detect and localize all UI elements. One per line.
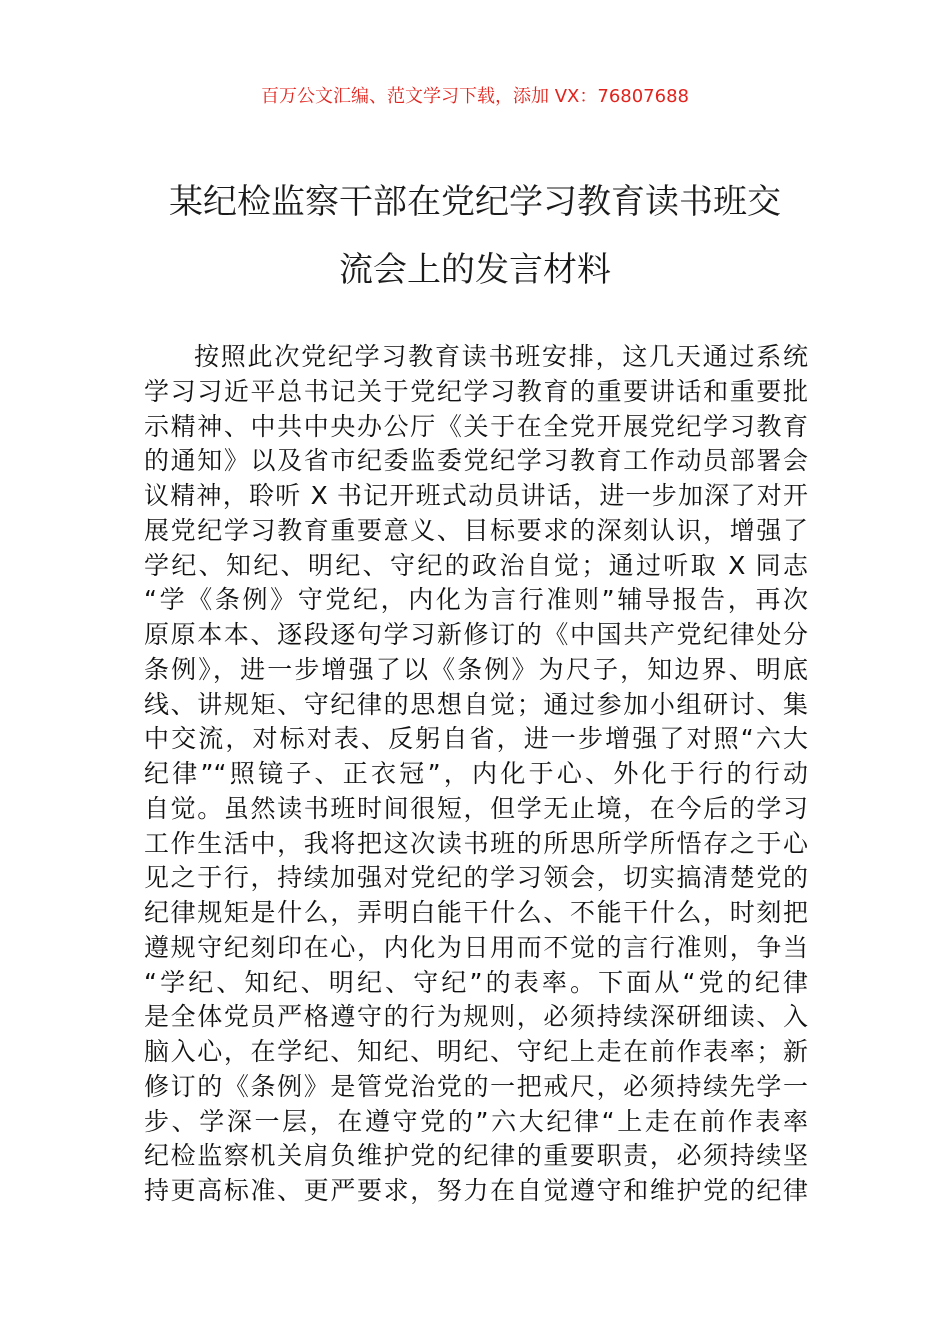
body-text-line: “学《条例》守党纪，内化为言行准则”辅导报告，再次	[144, 585, 808, 615]
document-body	[144, 340, 808, 1209]
body-text-line: 纪律”“照镜子、正衣冠”，内化于心、外化于行的行动	[144, 759, 808, 788]
body-text-line: 按照此次党纪学习教育读书班安排，这几天通过系统	[194, 342, 808, 371]
body-text-line: 中交流，对标对表、反躬自省，进一步增强了对照“六大	[144, 724, 808, 754]
body-text-line: 议精神，聆听 X 书记开班式动员讲话，进一步加深了对开	[144, 481, 808, 510]
body-text-line: 示精神、中共中央办公厅《关于在全党开展党纪学习教育	[144, 411, 808, 441]
body-text-line: 原原本本、逐段逐句学习新修订的《中国共产党纪律处分	[144, 620, 808, 649]
body-text-line: 见之于行，持续加强对党纪的学习领会，切实搞清楚党的	[144, 863, 808, 893]
document-title-line-1: 某纪检监察干部在党纪学习教育读书班交	[169, 182, 781, 222]
body-text-line: 纪检监察机关肩负维护党的纪律的重要职责，必须持续坚	[144, 1141, 808, 1171]
body-text-line: 自觉。虽然读书班时间很短，但学无止境，在今后的学习	[144, 793, 808, 823]
body-text-line: 条例》，进一步增强了以《条例》为尺子，知边界、明底	[144, 654, 808, 684]
body-text-line: 是全体党员严格遵守的行为规则，必须持续深研细读、入	[144, 1002, 808, 1032]
body-text-line: 步、学深一层，在遵守党的”六大纪律“上走在前作表率	[144, 1106, 808, 1136]
body-text-line: 工作生活中，我将把这次读书班的所思所学所悟存之于心	[144, 828, 808, 858]
body-text-line: 线、讲规矩、守纪律的思想自觉；通过参加小组研讨、集	[144, 689, 808, 719]
body-text-line: 展党纪学习教育重要意义、目标要求的深刻认识，增强了	[144, 515, 808, 545]
body-text-line: 脑入心，在学纪、知纪、明纪、守纪上走在前作表率；新	[144, 1037, 808, 1066]
body-text-line: 遵规守纪刻印在心，内化为日用而不觉的言行准则，争当	[144, 932, 808, 962]
watermark-header: 百万公文汇编、范文学习下载，添加 VX：76807688	[261, 86, 689, 107]
body-text-line: 的通知》以及省市纪委监委党纪学习教育工作动员部署会	[144, 446, 808, 476]
document-title-line-2: 流会上的发言材料	[339, 250, 611, 290]
body-text-line: “学纪、知纪、明纪、守纪”的表率。下面从“党的纪律	[144, 967, 808, 997]
body-text-line: 修订的《条例》是管党治党的一把戒尺，必须持续先学一	[144, 1071, 808, 1101]
body-text-line: 持更高标准、更严要求，努力在自觉遵守和维护党的纪律	[144, 1176, 808, 1205]
body-text-line: 学纪、知纪、明纪、守纪的政治自觉；通过听取 X 同志	[144, 550, 808, 580]
body-text-line: 纪律规矩是什么，弄明白能干什么、不能干什么，时刻把	[144, 898, 808, 927]
body-text-line: 学习习近平总书记关于党纪学习教育的重要讲话和重要批	[144, 376, 808, 406]
